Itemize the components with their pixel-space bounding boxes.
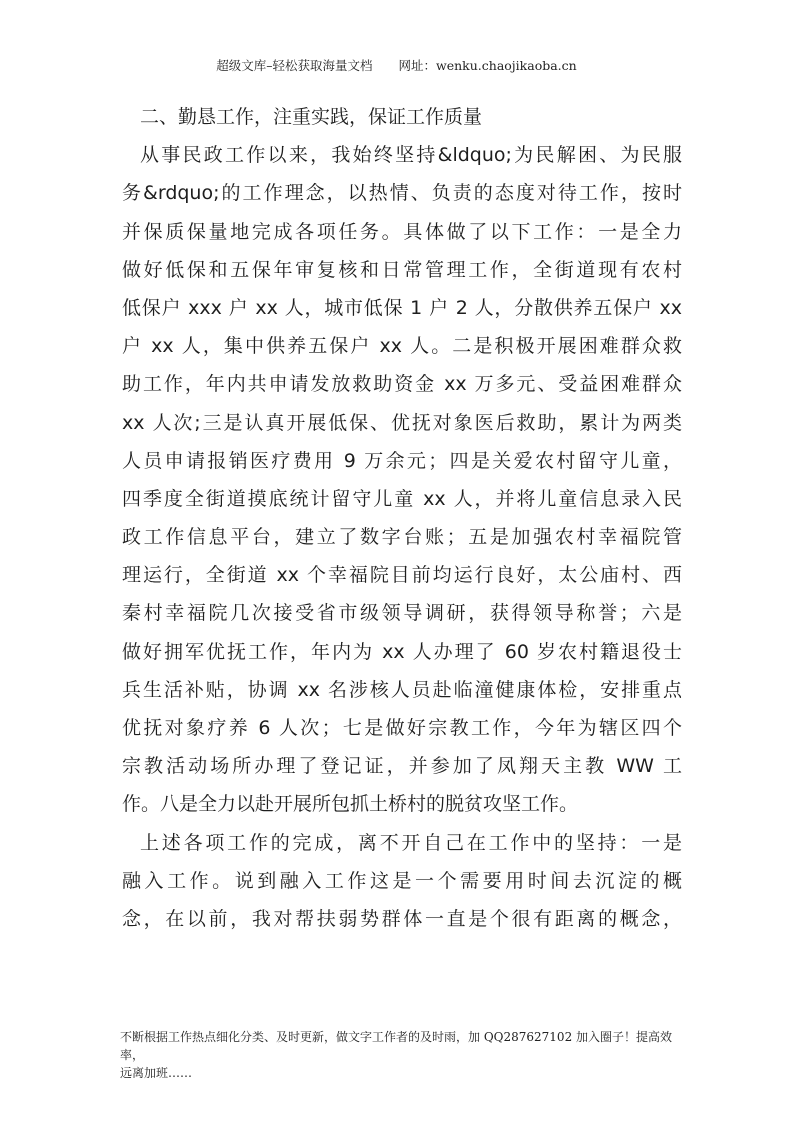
text-line: 融入工作。说到融入工作这是一个需要用时间去沉淀的概 [122, 869, 682, 892]
text-line: 并保质保量地完成各项任务。具体做了以下工作：一是全力 [122, 220, 682, 243]
text-line: 政工作信息平台，建立了数字台账；五是加强农村幸福院管 [122, 526, 682, 549]
site-name: 超级文库–轻松获取海量文档 [216, 58, 373, 73]
text-line: 助工作，年内共申请发放救助资金 xx 万多元、受益困难群众 [122, 373, 682, 396]
text-line: 秦村幸福院几次接受省市级领导调研，获得领导称誉；六是 [122, 602, 682, 625]
text-line: 上述各项工作的完成，离不开自己在工作中的坚持：一是 [140, 831, 682, 854]
paragraph-persistence [122, 824, 682, 939]
text-line: 理运行，全街道 xx 个幸福院目前均运行良好，太公庙村、西 [122, 564, 682, 587]
site-url: 网址：wenku.chaojikaoba.cn [398, 58, 577, 73]
text-line: 作。八是全力以赴开展所包抓土桥村的脱贫攻坚工作。 [122, 793, 579, 816]
text-line: 念，在以前，我对帮扶弱势群体一直是个很有距离的概念， [122, 907, 682, 930]
section-heading: 二、勤恳工作，注重实践，保证工作质量 [140, 106, 483, 128]
text-line: 优抚对象疗养 6 人次；七是做好宗教工作，今年为辖区四个 [122, 717, 682, 739]
text-line: xx 人次;三是认真开展低保、优抚对象医后救助，累计为两类 [122, 411, 682, 434]
text-line: 四季度全街道摸底统计留守儿童 xx 人，并将儿童信息录入民 [122, 487, 682, 510]
page-header [0, 56, 793, 74]
text-line: 低保户 xxx 户 xx 人，城市低保 1 户 2 人，分散供养五保户 xx [122, 296, 682, 319]
document-body [122, 98, 682, 938]
promo-text-line: 不断根据工作热点细化分类、及时更新，做文字工作者的及时雨，加 QQ287627102 加入圈子！提高效率， [120, 1030, 673, 1062]
text-line: 从事民政工作以来，我始终坚持&ldquo;为民解困、为民服 [140, 144, 682, 167]
page-footer [120, 1028, 680, 1082]
text-line: 户 xx 人，集中供养五保户 xx 人。二是积极开展困难群众救 [122, 335, 682, 358]
promo-text-line: 远离加班…… [120, 1066, 193, 1080]
text-line: 宗教活动场所办理了登记证，并参加了凤翔天主教 WW 工 [122, 755, 682, 778]
text-line: 做好低保和五保年审复核和日常管理工作，全街道现有农村 [122, 258, 682, 281]
paragraph-work-summary [122, 136, 682, 823]
text-line: 务&rdquo;的工作理念，以热情、负责的态度对待工作，按时 [122, 182, 682, 205]
text-line: 人员申请报销医疗费用 9 万余元；四是关爱农村留守儿童， [122, 449, 682, 472]
text-line: 做好拥军优抚工作，年内为 xx 人办理了 60 岁农村籍退役士 [122, 640, 682, 663]
text-line: 兵生活补贴，协调 xx 名涉核人员赴临潼健康体检，安排重点 [122, 678, 682, 701]
